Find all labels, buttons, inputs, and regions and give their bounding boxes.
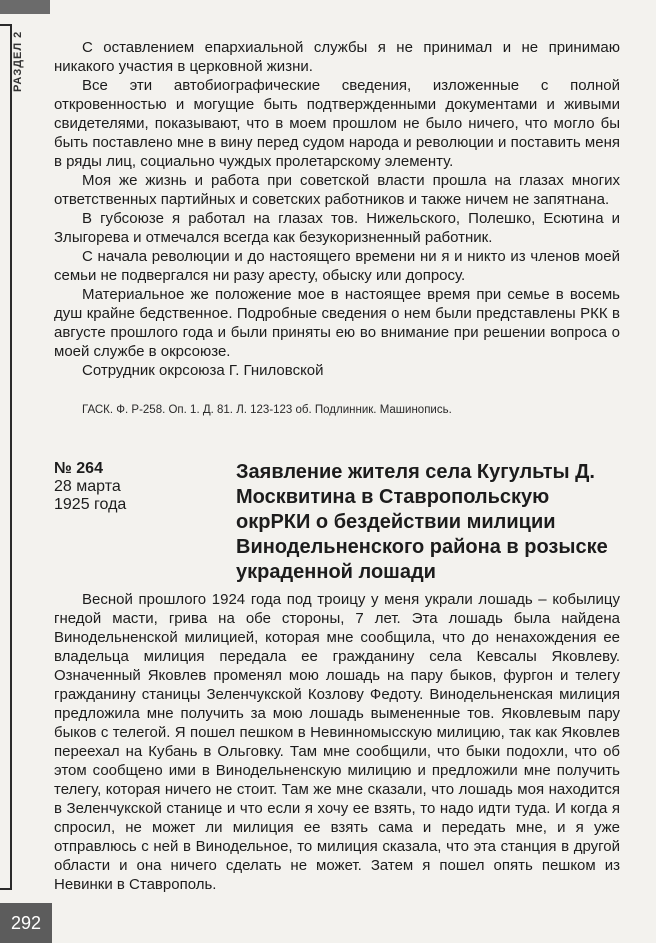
top-corner-tab [0,0,50,14]
document-top-body [54,38,620,380]
side-margin-strip [0,24,12,890]
page-number: 292 [0,903,52,943]
paragraph: С начала революции и до настоящего времени ни я и никто из членов моей семьи не подвергался ни разу аресту, обыску или допросу. [54,248,620,284]
paragraph: В губсоюзе я работал на глазах тов. Нижельского, Полешко, Есютина и Злыгорева и отмечался всегда как безукоризненный работник. [54,210,620,246]
document-title: Заявление жителя села Кугульты Д. Москвитина в Ставропольскую окрРКИ о бездействии милиции Винодельненского района в розыске украденной лошади [236,461,608,583]
archive-source: ГАСК. Ф. Р-258. Оп. 1. Д. 81. Л. 123-123 об. Подлинник. Машинопись. [82,404,452,416]
paragraph: Все эти автобиографические сведения, изложенные с полной откровенностью и могущие быть подтвержденными документами и живыми свидетелями, показывают, что в моем прошлом не было ничего, что могло бы быть поставлено мне в вину перед судом народа и революции и поставить меня в ряды лиц, социально чуждых пролетарскому элементу. [54,77,620,170]
signature-line: Сотрудник окрсоюза Г. Гниловской [82,362,324,379]
paragraph: Моя же жизнь и работа при советской власти прошла на глазах многих ответственных партийных и советских работников и также ничем не запятнана. [54,172,620,208]
paragraph: Весной прошлого 1924 года под троицу у меня украли лошадь – кобылицу гнедой масти, грива на обе стороны, 7 лет. Эта лошадь была найдена Винодельненской милицией, которая мне сообщила, что до ненахождения ее владельца милиция передала ее гражданину села Кевсалы Яковлеву. Означенный Яковлев променял мою лошадь на пару быков, фургон и телегу гражданину станицы Зеленчукской Козлову Федоту. Винодельненская милиция предложила мне получить за мою лошадь вымененные тов. Яковлевым пару быков с телегой. Я пошел пешком в Невинномысскую милицию, так как Яковлев переехал на Кубань в Ольговку. Там мне сообщили, что быки подохли, что об этом сообщено ими в Винодельненскую милицию и предложили мне получить телегу, которая ничего не стоит. Там же мне сказали, что лошадь моя находится в Зеленчукской станице и что если я хочу ее взять, то надо идти туда. И когда я спросил, не может ли милиция ее взять сама и передать мне, и я уже отправлюсь с ней в Винодельное, то милиция сказала, что эта станция в другой области и она ничего сделать не может. Затем я пошел опять пешком из Невинки в Ставрополь. [54,591,620,893]
document-date: 28 марта [54,478,121,495]
paragraph: Материальное же положение мое в настоящее время при семье в восемь душ крайне бедственное. Подробные сведения о нем были представлены РКК в августе прошлого года и были приняты ею во внимание при решении вопроса о моей службе в окрсоюзе. [54,286,620,360]
document-year: 1925 года [54,496,127,513]
document-meta [54,460,224,514]
document-number: № 264 [54,460,103,477]
document-264-body [54,590,620,894]
section-label: РАЗДЕЛ 2 [12,30,24,92]
paragraph: С оставлением епархиальной службы я не принимал и не принимаю никакого участия в церковной жизни. [54,39,620,75]
